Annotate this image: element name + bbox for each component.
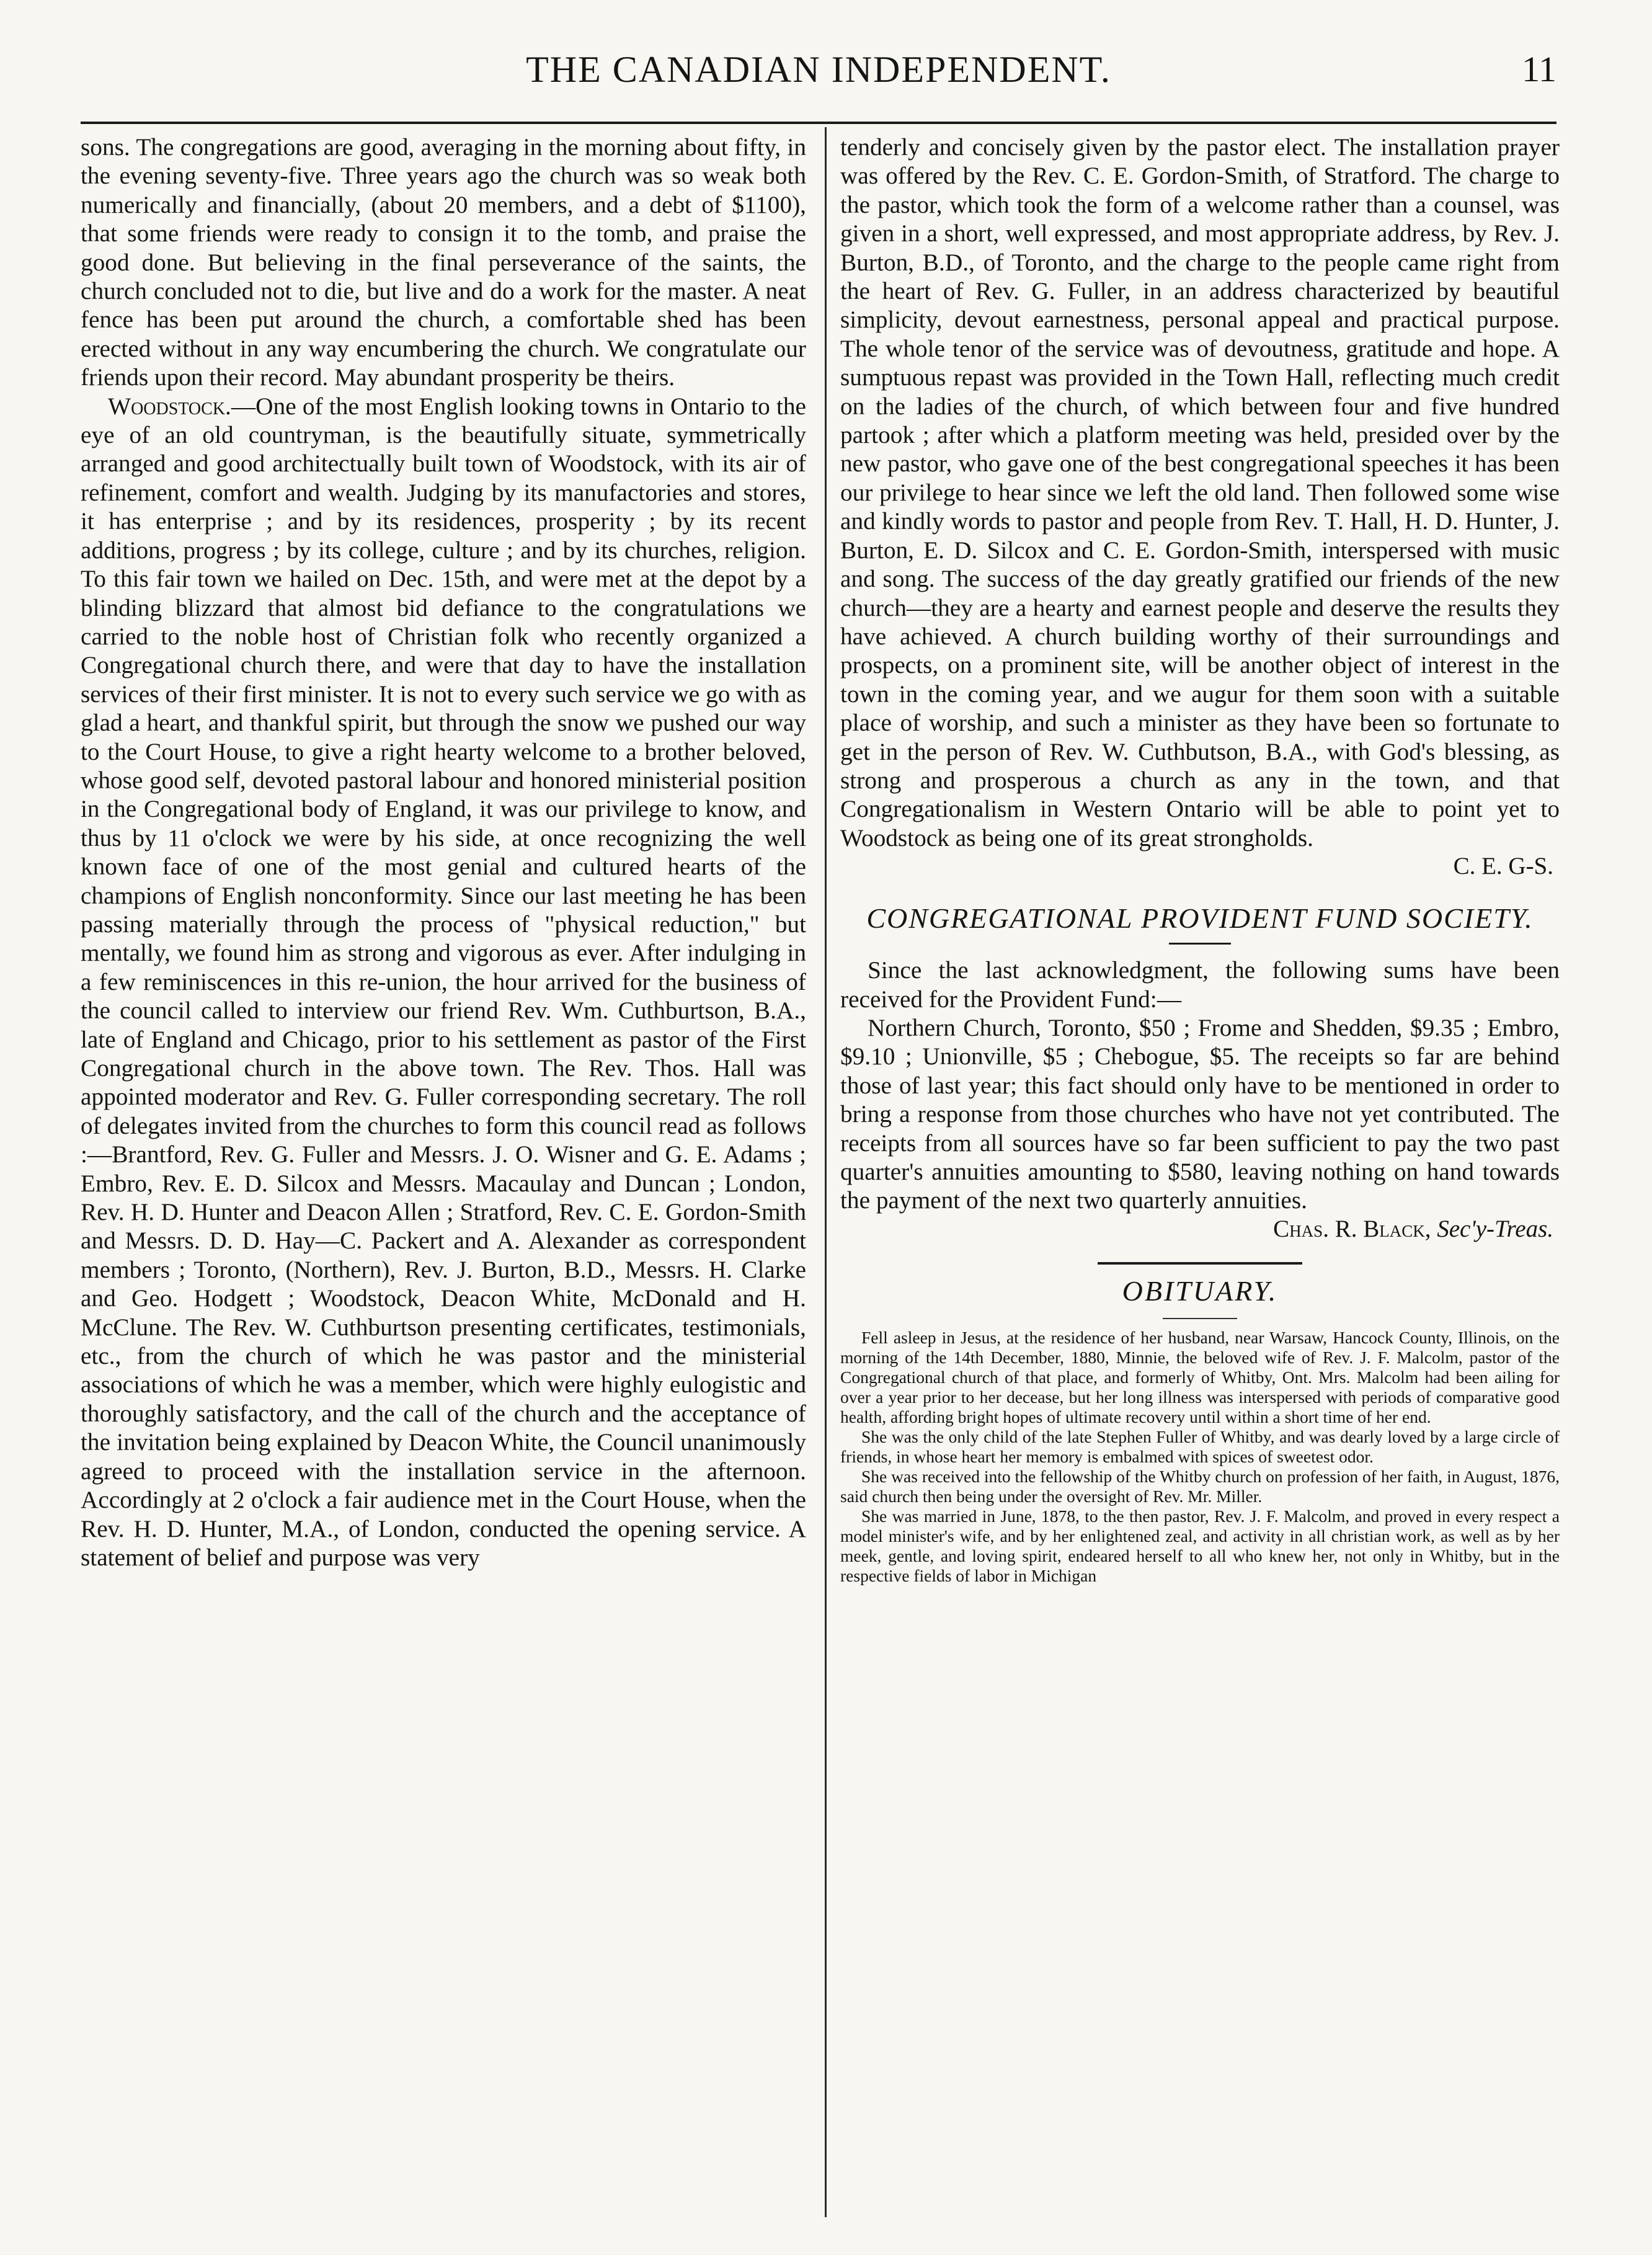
- provident-fund-receipts: Northern Church, Toronto, $50 ; Frome and Shedden, $9.35 ; Embro, $9.10 ; Unionville, $5 ; Chebogue, $5. The receipts so far are behind those of last year; this fact should only have to be mentioned in order to bring a response from those churches who have not yet contributed. The receipts from all sources have so far been sufficient to pay the two past quarter's annuities amounting to $580, leaving nothing on hand towards the payment of the next two quarterly annuities.: [840, 1013, 1560, 1214]
- provident-fund-intro: Since the last acknowledgment, the following sums have been received for the Provident Fund:—: [840, 956, 1560, 1013]
- treasurer-name: Chas. R. Black,: [1273, 1215, 1431, 1242]
- right-paragraph-1: tenderly and concisely given by the pastor elect. The installation prayer was offered by the Rev. C. E. Gordon-Smith, of Stratford. The charge to the pastor, which took the form of a welcome rather than a counsel, was given in a short, well expressed, and most appropriate address, by Rev. J. Burton, B.D., of Toronto, and the charge to the people came right from the heart of Rev. G. Fuller, in an address characterized by beautiful simplicity, devout earnestness, personal appeal and practical purpose. The whole tenor of the service was of devoutness, gratitude and hope. A sumptuous repast was provided in the Town Hall, reflecting much credit on the ladies of the church, of which between four and five hundred partook ; after which a platform meeting was held, presided over by the new pastor, who gave one of the best congregational speeches it has been our privilege to hear since we left the old land. Then followed some wise and kindly words to pastor and people from Rev. T. Hall, H. D. Hunter, J. Burton, E. D. Silcox and C. E. Gordon-Smith, interspersed with music and song. The success of the day greatly gratified our friends of the new church—they are a hearty and earnest people and deserve the results they have achieved. A church building worthy of their surroundings and prospects, on a prominent site, will be another object of interest in the town in the coming year, and we augur for them soon with a suitable place of worship, and such a minister as they have been so fortunate to get in the person of Rev. W. Cuthbutson, B.A., with God's blessing, as strong and prosperous a church as any in the town, and that Congregationalism in Western Ontario will be able to point yet to Woodstock as being one of its great strongholds.: [840, 133, 1560, 852]
- woodstock-lead: Woodstock.: [108, 392, 231, 420]
- column-divider: [825, 127, 827, 2217]
- provident-fund-heading: CONGREGATIONAL PROVIDENT FUND SOCIETY.: [866, 902, 1534, 935]
- obituary-heading: OBITUARY.: [1122, 1274, 1278, 1307]
- woodstock-paragraph: [81, 392, 806, 1572]
- obituary-paragraph-3: She was received into the fellowship of the Whitby church on profession of her faith, in August, 1876, said church then being under the oversight of Rev. Mr. Miller.: [840, 1466, 1560, 1506]
- obituary-paragraph-1: Fell asleep in Jesus, at the residence of her husband, near Warsaw, Hancock County, Illinois, on the morning of the 14th December, 1880, Minnie, the beloved wife of Rev. J. F. Malcolm, pastor of the Congregational church of that place, and formerly of Whitby, Ont. Mrs. Malcolm had been ailing for over a year prior to her decease, but her long illness was interspersed with periods of comparative good health, affording bright hopes of ultimate recovery until within a short time of her end.: [840, 1327, 1560, 1426]
- right-column: [840, 133, 1560, 2217]
- obituary-rule: [1163, 1318, 1237, 1319]
- obituary-paragraph-2: She was the only child of the late Stephen Fuller of Whitby, and was dearly loved by a large circle of friends, in whose heart her memory is embalmed with spices of sweetest odor.: [840, 1426, 1560, 1466]
- section-rule: [1169, 943, 1231, 945]
- left-column: [81, 133, 806, 2217]
- page-header: [81, 43, 1557, 112]
- section-separator-rule: [1098, 1262, 1302, 1265]
- header-rule: [81, 122, 1557, 124]
- running-title: THE CANADIAN INDEPENDENT.: [526, 49, 1111, 90]
- article-signature: C. E. G-S.: [1453, 853, 1553, 880]
- treasurer-role: Sec'y-Treas.: [1437, 1215, 1553, 1242]
- page-number: 11: [1522, 49, 1557, 89]
- treasurer-signature: [840, 1215, 1560, 1243]
- obituary-paragraph-4: She was married in June, 1878, to the then pastor, Rev. J. F. Malcolm, and proved in every respect a model minister's wife, and by her enlightened zeal, and activity in all christian work, as well as by her meek, gentle, and loving spirit, endeared herself to all who knew her, not only in Whitby, but in the respective fields of labor in Michigan: [840, 1506, 1560, 1585]
- left-paragraph-1: sons. The congregations are good, averaging in the morning about fifty, in the evening seventy-five. Three years ago the church was so weak both numerically and financially, (about 20 members, and a debt of $1100), that some friends were ready to consign it to the tomb, and praise the good done. But believing in the final perseverance of the saints, the church concluded not to die, but live and do a work for the master. A neat fence has been put around the church, a comfortable shed has been erected without in any way encumbering the church. We congratulate our friends upon their record. May abundant prosperity be theirs.: [81, 133, 806, 391]
- woodstock-text: —One of the most English looking towns in Ontario to the eye of an old countryman, is the beautifully situate, symmetrically arranged and good architectually built town of Woodstock, with its air of refinement, comfort and wealth. Judging by its manufactories and stores, it has enterprise ; and by its residences, prosperity ; by its recent additions, progress ; by its college, culture ; and by its churches, religion. To this fair town we hailed on Dec. 15th, and were met at the depot by a blinding blizzard that almost bid defiance to the congratulations we carried to the noble host of Christian folk who recently organized a Congregational church there, and were that day to have the installation services of their first minister. It is not to every such service we go with as glad a heart, and thankful spirit, but through the snow we pushed our way to the Court House, to give a right hearty welcome to a brother beloved, whose good self, devoted pastoral labour and honored ministerial position in the Congregational body of England, it was our privilege to know, and thus by 11 o'clock we were by his side, at once recognizing the well known face of one of the most genial and cultured hearts of the champions of English nonconformity. Since our last meeting he has been passing materially through the process of "physical reduction," but mentally, we found him as strong and vigorous as ever. After indulging in a few reminiscences in this re-union, the hour arrived for the business of the council called to interview our friend Rev. Wm. Cuthburtson, B.A., late of England and Chicago, prior to his settlement as pastor of the First Congregational church in the above town. The Rev. Thos. Hall was appointed moderator and Rev. G. Fuller corresponding secretary. The roll of delegates invited from the churches to form this council read as follows :—Brantford, Rev. G. Fuller and Messrs. J. O. Wisner and G. E. Adams ; Embro, Rev. E. D. Silcox and Messrs. Macaulay and Duncan ; London, Rev. H. D. Hunter and Deacon Allen ; Stratford, Rev. C. E. Gordon-Smith and Messrs. D. D. Hay—C. Packert and A. Alexander as correspondent members ; Toronto, (Northern), Rev. J. Burton, B.D., Messrs. H. Clarke and Geo. Hodgett ; Woodstock, Deacon White, McDonald and H. McClune. The Rev. W. Cuthburtson presenting certificates, testimonials, etc., from the church of which he was pastor and the ministerial associations of which he was a member, which were highly eulogistic and thoroughly satisfactory, and the call of the church and the acceptance of the invitation being explained by Deacon White, the Council unanimously agreed to proceed with the installation service in the afternoon. Accordingly at 2 o'clock a fair audience met in the Court House, when the Rev. H. D. Hunter, M.A., of London, conducted the opening service. A statement of belief and purpose was very: [81, 392, 806, 1571]
